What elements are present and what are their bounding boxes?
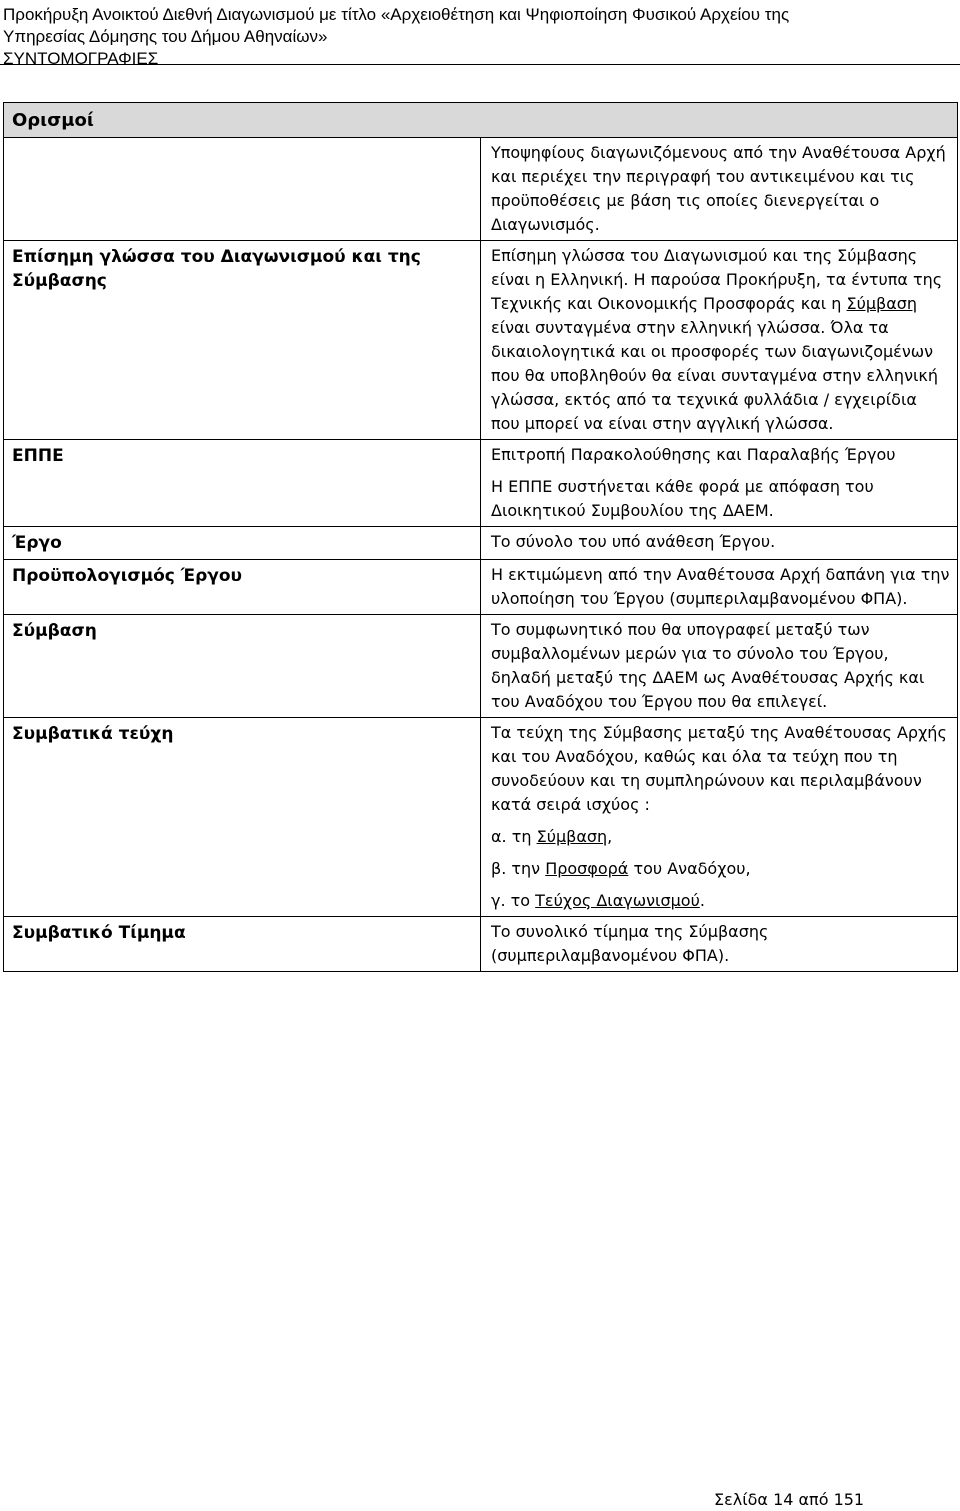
definition-row-contract-documents: [4, 718, 958, 917]
description-text: Η εκτιμώμενη από την Αναθέτουσα Αρχή δαπάνη για την υλοποίηση του Έργου (συμπεριλαμβανομένου ΦΠΑ).: [491, 565, 950, 608]
definition-row-previous: [4, 138, 958, 241]
header-title-line-1: Προκήρυξη Ανοικτού Διεθνή Διαγωνισμού με τίτλο «Αρχειοθέτηση και Ψηφιοποίηση Φυσικού Αρχείου της: [3, 5, 790, 24]
tender-document-link[interactable]: Τεύχος Διαγωνισμού: [535, 891, 700, 910]
definition-description: [481, 440, 958, 527]
contract-link[interactable]: Σύμβαση: [846, 294, 918, 313]
description-text: Επιτροπή Παρακολούθησης και Παραλαβής Έργου: [491, 445, 896, 464]
definition-term: Σύμβαση: [4, 615, 481, 718]
definition-row-contract: [4, 615, 958, 718]
definition-description: [481, 560, 958, 615]
definition-row-budget: [4, 560, 958, 615]
definition-description: [481, 615, 958, 718]
text-segment: α. τη: [491, 827, 537, 846]
text-segment: του Αναδόχου,: [628, 859, 751, 878]
description-text: Το συμφωνητικό που θα υπογραφεί μεταξύ των συμβαλλομένων μερών για το σύνολο του Έργου, δηλαδή μεταξύ της ΔΑΕΜ ως Αναθέτουσας Αρχής και του Αναδόχου του Έργου που θα επιλεγεί.: [491, 620, 925, 711]
definition-row-ergo: [4, 527, 958, 560]
offer-link[interactable]: Προσφορά: [545, 859, 629, 878]
text-segment: γ. το: [491, 891, 536, 910]
text-segment: β. την: [491, 859, 546, 878]
definition-term: Συμβατικό Τίμημα: [4, 917, 481, 972]
definition-row-eppe: [4, 440, 958, 527]
page-header: [0, 0, 960, 68]
description-text: [491, 244, 950, 436]
definition-description: [481, 527, 958, 560]
contract-link[interactable]: Σύμβαση: [536, 827, 608, 846]
text-segment: .: [699, 891, 705, 910]
definition-term-empty: [4, 138, 481, 241]
page-number: Σελίδα 14 από 151: [714, 1490, 865, 1509]
text-segment: ,: [607, 827, 613, 846]
definitions-title: Ορισμοί: [4, 103, 958, 138]
description-text: Το σύνολο του υπό ανάθεση Έργου.: [491, 532, 776, 551]
definition-description: [481, 138, 958, 241]
definition-description: [481, 917, 958, 972]
definition-description: [481, 241, 958, 440]
definition-term: Προϋπολογισμός Έργου: [4, 560, 481, 615]
definition-term: Επίσημη γλώσσα του Διαγωνισμού και της Σύμβασης: [4, 241, 481, 440]
header-title-line-2: Υπηρεσίας Δόμησης του Δήμου Αθηναίων»: [3, 27, 328, 46]
definitions-table: [3, 102, 958, 972]
header-section-label: ΣΥΝΤΟΜΟΓΡΑΦΙΕΣ: [3, 49, 159, 68]
description-text: Η ΕΠΠΕ συστήνεται κάθε φορά με απόφαση του Διοικητικού Συμβουλίου της ΔΑΕΜ.: [491, 477, 874, 520]
description-text: Το συνολικό τίμημα της Σύμβασης (συμπεριλαμβανομένου ΦΠΑ).: [491, 922, 769, 965]
list-item: [491, 889, 950, 913]
definition-term: Συμβατικά τεύχη: [4, 718, 481, 917]
definition-row-language: [4, 241, 958, 440]
list-item: [491, 825, 950, 849]
definition-term: ΕΠΠΕ: [4, 440, 481, 527]
text-segment: Επίσημη γλώσσα του Διαγωνισμού και της Σύμβασης είναι η Ελληνική. Η παρούσα Προκήρυξη, τα έντυπα της Τεχνικής και Οικονομικής Προσφοράς και η: [491, 246, 943, 313]
list-item: [491, 857, 950, 881]
definition-description: [481, 718, 958, 917]
definition-term: Έργο: [4, 527, 481, 560]
description-text: Τα τεύχη της Σύμβασης μεταξύ της Αναθέτουσας Αρχής και του Αναδόχου, καθώς και όλα τα τεύχη που τη συνοδεύουν και τη συμπληρώνουν και περιλαμβάνουν κατά σειρά ισχύος :: [491, 723, 947, 814]
description-text: Υποψηφίους διαγωνιζόμενους από την Αναθέτουσα Αρχή και περιέχει την περιγραφή του αντικειμένου και τις προϋποθέσεις με βάση τις οποίες διενεργείται ο Διαγωνισμός.: [491, 143, 946, 234]
definitions-title-row: [4, 103, 958, 138]
definition-row-contract-price: [4, 917, 958, 972]
text-segment: είναι συνταγμένα στην ελληνική γλώσσα. Όλα τα δικαιολογητικά και οι προσφορές των διαγωνιζομένων που θα υποβληθούν θα είναι συνταγμένα στην ελληνική γλώσσα, εκτός από τα τεχνικά φυλλάδια / εγχειρίδια που μπορεί να είναι στην αγγλική γλώσσα.: [491, 318, 938, 433]
